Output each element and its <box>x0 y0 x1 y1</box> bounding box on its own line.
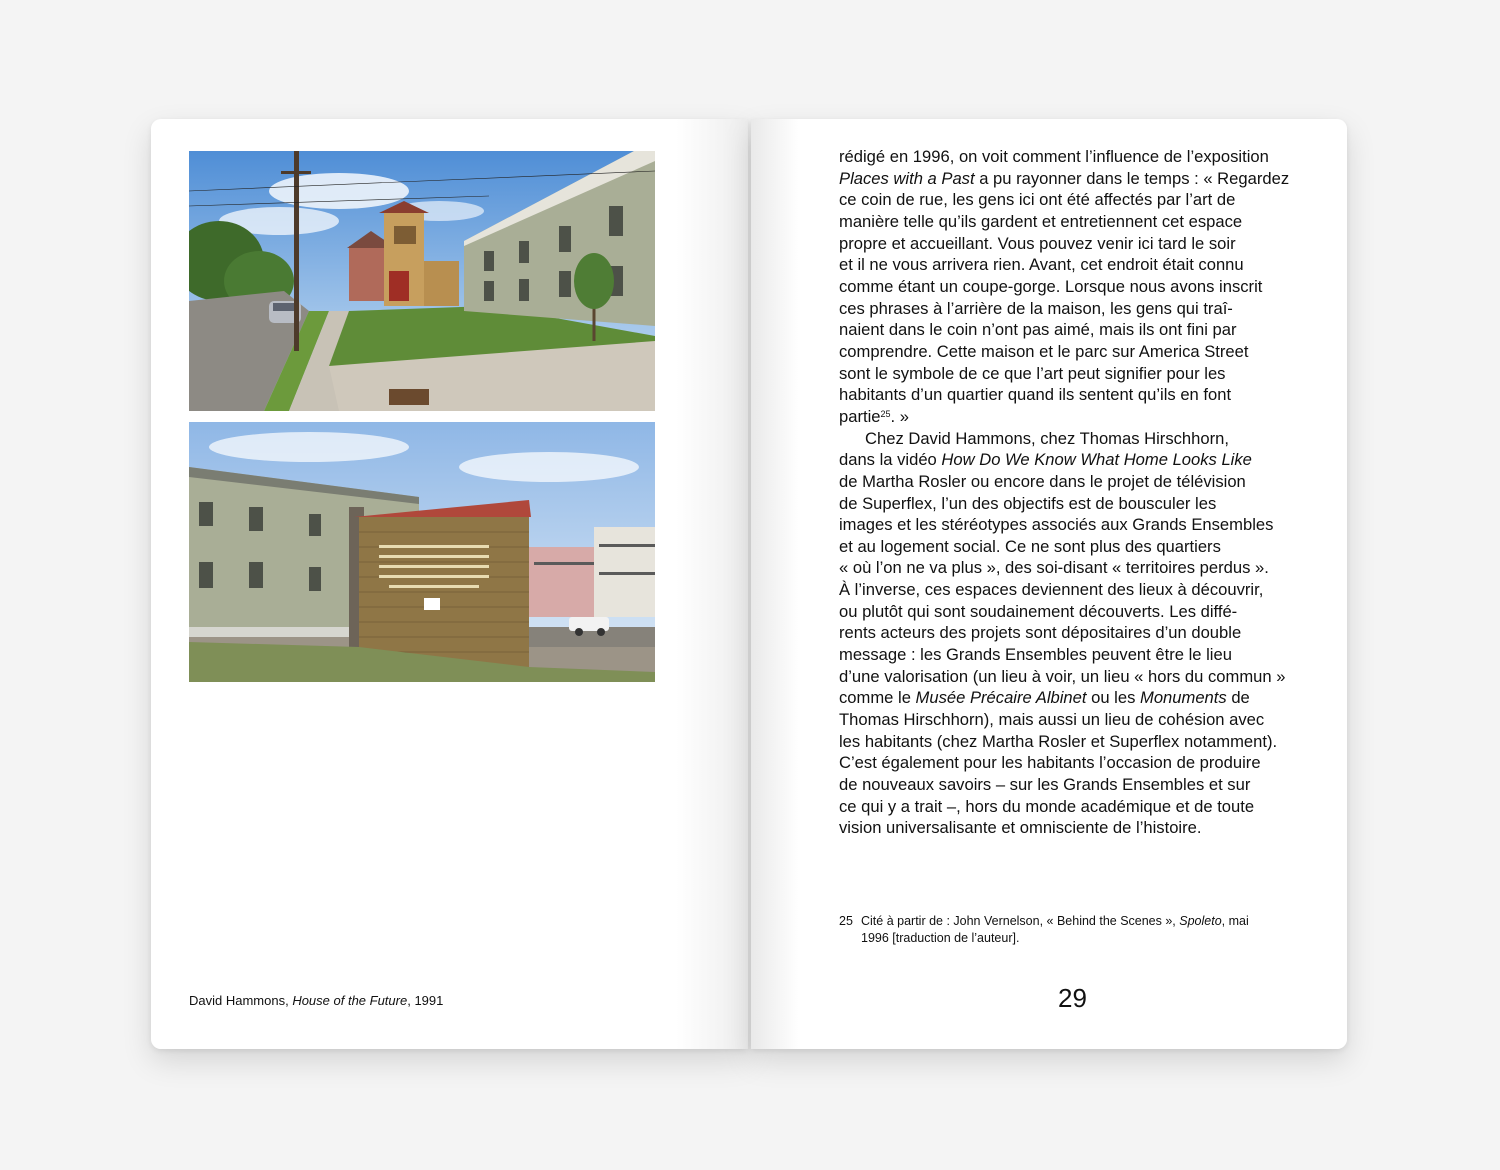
text-line: propre et accueillant. Vous pouvez venir ici tard le soir <box>839 233 1236 253</box>
text-line: ce coin de rue, les gens ici ont été affectés par l’art de <box>839 190 1236 210</box>
text-line: habitants d’un quartier quand ils sentent qu’ils en font <box>839 385 1232 405</box>
footnote <box>839 913 1314 947</box>
photo-caption <box>189 993 443 1009</box>
body-text <box>839 146 1314 839</box>
text-fragment: dans la vidéo <box>839 450 942 470</box>
photo-house-front <box>189 151 655 411</box>
text-line <box>839 168 1314 190</box>
text-line: et au logement social. Ce ne sont plus des quartiers <box>839 536 1221 556</box>
text-line: « où l’on ne va plus », des soi-disant « territoires perdus ». <box>839 558 1269 578</box>
text-fragment: Cité à partir de : John Vernelson, « Behind the Scenes », <box>861 914 1180 928</box>
text-line: message : les Grands Ensembles peuvent être le lieu <box>839 645 1232 665</box>
page-number: 29 <box>1058 983 1087 1013</box>
text-line: vision universalisante et omnisciente de l’histoire. <box>839 818 1202 838</box>
text-line: naient dans le coin n’ont pas aimé, mais ils ont fini par <box>839 320 1237 340</box>
artwork-title: How Do We Know What Home Looks Like <box>941 450 1252 470</box>
text-line: manière telle qu’ils gardent et entretiennent cet espace <box>839 211 1243 231</box>
caption-title: House of the Future <box>292 993 408 1008</box>
text-line <box>861 913 1314 930</box>
text-line: d’une valorisation (un lieu à voir, un lieu « hors du commun » <box>839 666 1286 686</box>
photo-house-rear <box>189 422 655 682</box>
caption-artist: David Hammons, <box>189 993 293 1008</box>
publication-title: Spoleto <box>1179 914 1222 928</box>
text-line: comprendre. Cette maison et le parc sur America Street <box>839 341 1249 361</box>
text-line <box>839 449 1314 471</box>
text-line: C’est également pour les habitants l’occasion de produire <box>839 753 1261 773</box>
text-line: 1996 [traduction de l’auteur]. <box>861 931 1020 945</box>
text-line: sont le symbole de ce que l’art peut signifier pour les <box>839 363 1226 383</box>
artwork-title: Monuments <box>1140 688 1227 708</box>
text-line: rents acteurs des projets sont dépositaires d’un double <box>839 623 1242 643</box>
text-line: de Martha Rosler ou encore dans le projet de télévision <box>839 471 1246 491</box>
artwork-title: Musée Précaire Albinet <box>915 688 1087 708</box>
text-line: À l’inverse, ces espaces deviennent des lieux à découvrir, <box>839 580 1264 600</box>
text-line: Chez David Hammons, chez Thomas Hirschhorn, <box>865 428 1229 448</box>
left-page <box>151 119 748 1049</box>
text-fragment: de <box>1226 688 1250 708</box>
text-line: rédigé en 1996, on voit comment l’influence de l’exposition <box>839 147 1269 166</box>
text-line <box>839 687 1314 709</box>
text-fragment: partie <box>839 406 881 426</box>
text-line: ou plutôt qui sont soudainement découverts. Les diffé- <box>839 601 1238 621</box>
text-line: ce qui y a trait –, hors du monde académique et de toute <box>839 796 1255 816</box>
text-fragment: ou les <box>1086 688 1140 708</box>
caption-year: , 1991 <box>407 993 444 1008</box>
text-line: Thomas Hirschhorn), mais aussi un lieu de cohésion avec <box>839 710 1265 730</box>
text-fragment: a pu rayonner dans le temps : « Regardez <box>974 168 1290 188</box>
text-line: de Superflex, l’un des objectifs est de bousculer les <box>839 493 1217 513</box>
text-fragment: . » <box>890 406 909 426</box>
text-line <box>839 406 1314 428</box>
footnote-number: 25 <box>839 914 853 928</box>
text-line: comme étant un coupe-gorge. Lorsque nous avons inscrit <box>839 276 1263 296</box>
footnote-reference[interactable]: 25 <box>880 408 891 419</box>
right-page <box>751 119 1347 1049</box>
footnote-text <box>839 913 1314 947</box>
text-fragment: comme le <box>839 688 916 708</box>
text-line: ces phrases à l’arrière de la maison, les gens qui traî- <box>839 298 1233 318</box>
paragraph <box>839 146 1314 428</box>
text-line: et il ne vous arrivera rien. Avant, cet endroit était connu <box>839 255 1244 275</box>
text-line: de nouveaux savoirs – sur les Grands Ensembles et sur <box>839 775 1251 795</box>
artwork-title: Places with a Past <box>839 168 975 188</box>
paragraph <box>839 428 1314 839</box>
text-line: les habitants (chez Martha Rosler et Superflex notamment). <box>839 731 1278 751</box>
text-fragment: , mai <box>1221 914 1249 928</box>
text-line: images et les stéréotypes associés aux Grands Ensembles <box>839 515 1274 535</box>
